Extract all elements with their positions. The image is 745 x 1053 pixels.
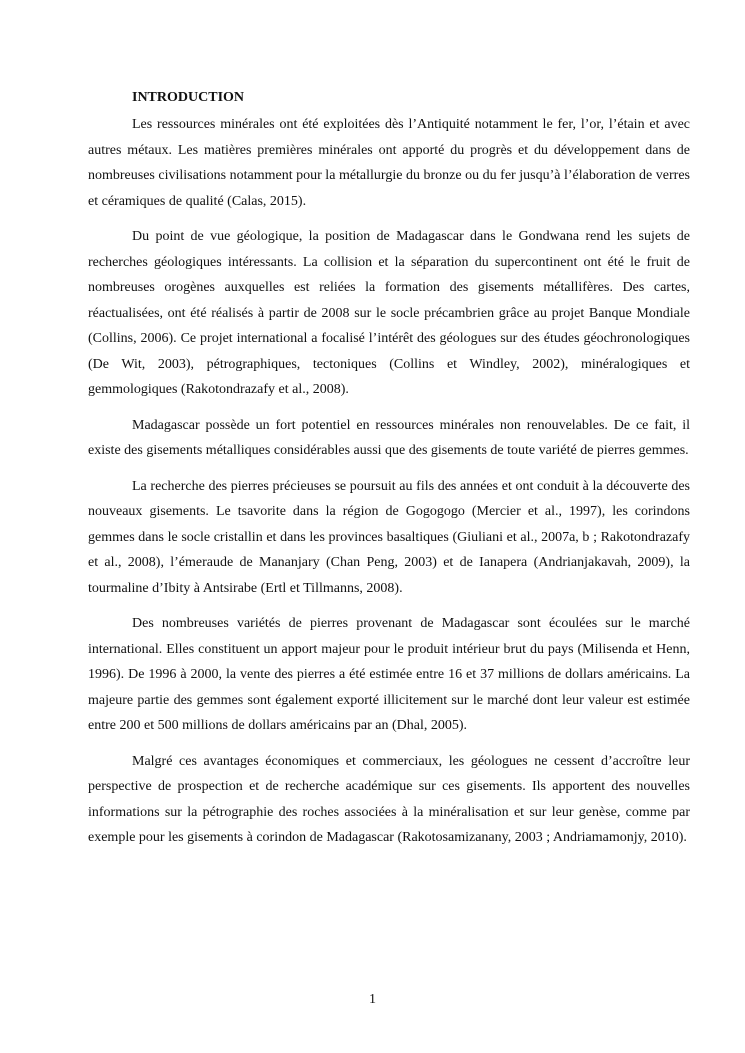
paragraph-2: Du point de vue géologique, la position de Madagascar dans le Gondwana rend les sujets de recherches géologiques intéressants. La collision et la séparation du supercontinent ont été le fruit de nombreuses orogènes auxquelles est reliées la formation des gisements métallifères. Des cartes, réactualisées, ont été réalisés à partir de 2008 sur le socle précambrien grâce au projet Banque Mondiale (Collins, 2006). Ce projet international a focalisé l’intérêt des géologues sur des études géochronologiques (De Wit, 2003), pétrographiques, tectoniques (Collins et Windley, 2002), minéralogiques et gemmologiques (Rakotondrazafy et al., 2008). (88, 229, 690, 397)
paragraph-6: Malgré ces avantages économiques et commerciaux, les géologues ne cessent d’accroître leur perspective de prospection et de recherche académique sur ces gisements. Ils apportent des nouvelles informations sur la pétrographie des roches associées à la minéralisation et sur leur genèse, comme par exemple pour les gisements à corindon de Madagascar (Rakotosamizanany, 2003 ; Andriamamonjy, 2010). (88, 753, 690, 845)
page-content (88, 86, 690, 861)
paragraph-5: Des nombreuses variétés de pierres provenant de Madagascar sont écoulées sur le marché international. Elles constituent un apport majeur pour le produit intérieur brut du pays (Milisenda et Henn, 1996). De 1996 à 2000, la vente des pierres a été estimée entre 16 et 37 millions de dollars américains. La majeure partie des gemmes sont également exporté illicitement sur le marché dont leur valeur est estimée entre 200 et 500 millions de dollars américains par an (Dhal, 2005). (88, 616, 690, 733)
paragraph-3: Madagascar possède un fort potentiel en ressources minérales non renouvelables. De ce fait, il existe des gisements métalliques considérables aussi que des gisements de toute variété de pierres gemmes. (88, 417, 690, 458)
paragraph-1: Les ressources minérales ont été exploitées dès l’Antiquité notamment le fer, l’or, l’étain et avec autres métaux. Les matières premières minérales ont apporté du progrès et du développement dans de nombreuses civilisations notamment pour la métallurgie du bronze ou du fer jusqu’à l’élaboration de verres et céramiques de qualité (Calas, 2015). (88, 117, 690, 209)
paragraph-4: La recherche des pierres précieuses se poursuit au fils des années et ont conduit à la découverte des nouveaux gisements. Le tsavorite dans la région de Gogogogo (Mercier et al., 1997), les corindons gemmes dans le socle cristallin et dans les provinces basaltiques (Giuliani et al., 2007a, b ; Rakotondrazafy et al., 2008), l’émeraude de Mananjary (Chan Peng, 2003) et de Ianapera (Andrianjakavah, 2009), la tourmaline d’Ibity à Antsirabe (Ertl et Tillmanns, 2008). (88, 478, 690, 596)
page-number: 1 (369, 992, 376, 1007)
section-heading: INTRODUCTION (132, 90, 245, 105)
